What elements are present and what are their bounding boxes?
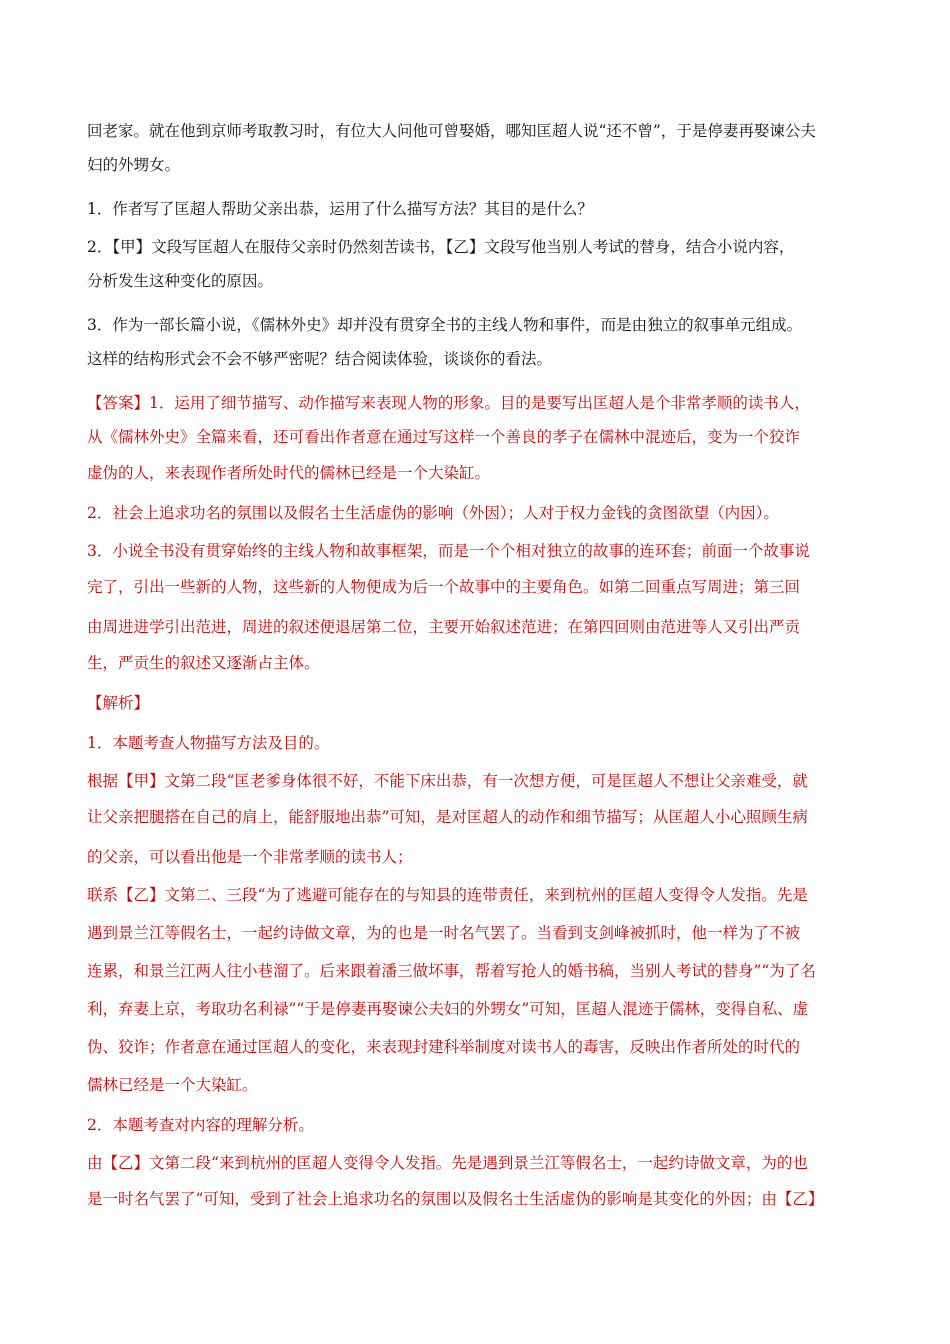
text-line: 这样的结构形式会不会不够严密呢？结合阅读体验，谈谈你的看法。 (87, 350, 553, 368)
text-line: 遇到景兰江等假名士，一起约诗做文章，为的也是一时名气罢了。当看到支剑峰被抓时，他一样为了不被 (87, 924, 801, 942)
answer-3: 3．小说全书没有贯穿始终的主线人物和故事框架，而是一个个相对独立的故事的连环套；前面一个故事说 (87, 542, 810, 560)
answer-2: 2．社会上追求功名的氛围以及假名士生活虚伪的影响（外因）；人对于权力金钱的贪图欲望（内因）。 (87, 504, 779, 522)
question-1: 1．作者写了匡超人帮助父亲出恭，运用了什么描写方法？其目的是什么？ (87, 200, 593, 218)
text-line: 根据【甲】文第二段“匡老爹身体很不好，不能下床出恭，有一次想方便，可是匡超人不想让父亲难受，就 (87, 772, 808, 790)
analysis-2: 2．本题考查对内容的理解分析。 (87, 1116, 314, 1134)
analysis-1: 1．本题考查人物描写方法及目的。 (87, 734, 330, 752)
text-line: 由周进进学引出范进，周进的叙述便退居第二位，主要开始叙述范进；在第四回则由范进等人又引出严贡 (87, 618, 801, 636)
answer-heading: 【答案】1．运用了细节描写、动作描写来表现人物的形象。目的是要写出匡超人是个非常孝顺的读书人， (87, 394, 810, 412)
text-line: 利，弃妻上京，考取功名利禄”“于是停妻再娶谏公夫妇的外甥女”可知，匡超人混迹于儒林，变得自私、虚 (87, 1000, 809, 1018)
text-line: 的父亲，可以看出他是一个非常孝顺的读书人； (87, 848, 413, 866)
text-line: 回老家。就在他到京师考取教习时，有位大人问他可曾娶婚，哪知匡超人说“还不曾”，于是停妻再娶谏公夫 (87, 122, 816, 140)
text-line: 妇的外甥女。 (87, 156, 181, 174)
text-line: 儒林已经是一个大染缸。 (87, 1076, 258, 1094)
text-line: 分析发生这种变化的原因。 (87, 272, 274, 290)
text-line: 是一时名气罢了”可知，受到了社会上追求功名的氛围以及假名士生活虚伪的影响是其变化的外因；由【乙】 (87, 1190, 824, 1208)
analysis-heading: 【解析】 (87, 694, 150, 712)
text-line: 完了，引出一些新的人物，这些新的人物便成为后一个故事中的主要角色。如第二回重点写周进；第三回 (87, 578, 801, 596)
text-line: 让父亲把腿搭在自己的肩上，能舒服地出恭”可知，是对匡超人的动作和细节描写；从匡超人小心照顾生病 (87, 808, 808, 826)
text-line: 由【乙】文第二段“来到杭州的匡超人变得令人发指。先是遇到景兰江等假名士，一起约诗做文章，为的也 (87, 1154, 808, 1172)
text-line: 伪、狡诈；作者意在通过匡超人的变化，来表现封建科举制度对读书人的毒害，反映出作者所处的时代的 (87, 1038, 801, 1056)
text-line: 虚伪的人，来表现作者所处时代的儒林已经是一个大染缸。 (87, 464, 491, 482)
question-3: 3．作为一部长篇小说，《儒林外史》却并没有贯穿全书的主线人物和事件，而是由独立的叙事单元组成。 (87, 316, 803, 334)
text-line: 连累，和景兰江两人往小巷溜了。后来跟着潘三做坏事，帮着写抢人的婚书稿，当别人考试的替身”“为了名 (87, 962, 816, 980)
question-2: 2．【甲】文段写匡超人在服侍父亲时仍然刻苦读书，【乙】文段写他当别人考试的替身，结合小说内容， (87, 238, 795, 256)
text-line: 生，严贡生的叙述又逐渐占主体。 (87, 654, 320, 672)
text-line: 联系【乙】文第二、三段“为了逃避可能存在的与知县的连带责任，来到杭州的匡超人变得令人发指。先是 (87, 886, 808, 904)
text-line: 从《儒林外史》全篇来看，还可看出作者意在通过写这样一个善良的孝子在儒林中混迹后，变为一个狡诈 (87, 428, 801, 446)
